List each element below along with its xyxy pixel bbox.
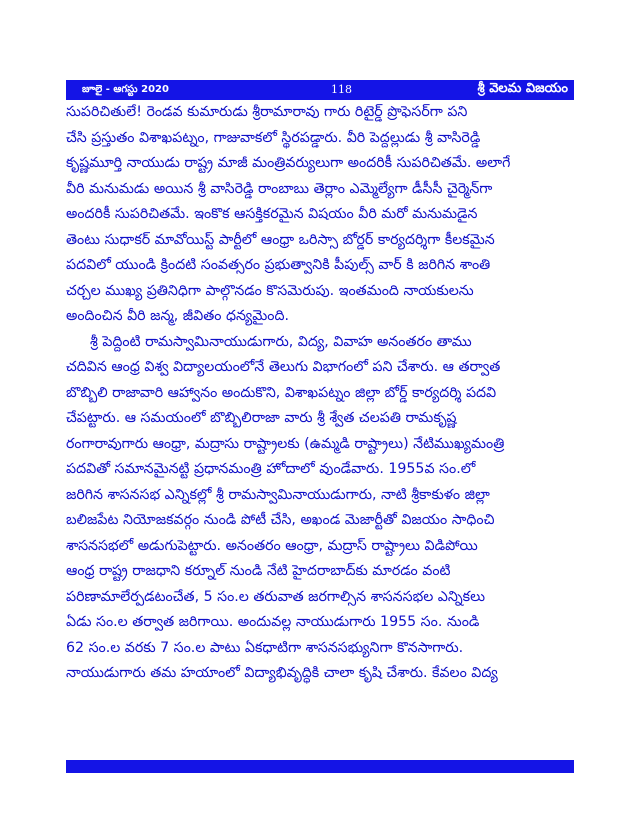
text-line: సుపరిచితులే! రెండవ కుమారుడు శ్రీరామారావు గారు రిటైర్డ్ ప్రొఫెసర్‌గా పని bbox=[66, 104, 468, 120]
text-line: వీరి మనుమడు అయిన శ్రీ వాసిరెడ్డి రాంబాబు తెర్లాం ఎమ్మెల్యేగా డీసీసీ చైర్మెన్‌గా bbox=[66, 180, 493, 197]
article-body bbox=[66, 100, 574, 687]
text-line: నాయుడుగారు తమ హయాంలో విద్యాభివృద్ధికి చాలా కృషి చేశారు. కేవలం విద్య bbox=[66, 665, 498, 681]
page-footer-bar bbox=[66, 760, 574, 773]
paragraph-start-line: శ్రీ పెద్దింటి రామస్వామినాయుడుగారు, విద్య, వివాహ అనంతరం తాము bbox=[90, 333, 472, 350]
text-line: ఏడు సం.ల తర్వాత జరిగాయి. అందువల్ల నాయుడుగారు 1955 సం. నుండి bbox=[66, 614, 480, 630]
text-line: అందించిన వీరి జన్మ, జీవితం ధన్యమైంది. bbox=[66, 308, 290, 324]
text-line: తెంటు సుధాకర్ మావోయిస్ట్ పార్టీలో ఆంధ్రా ఒరిస్సా బోర్డర్ కార్యదర్శిగా కీలకమైన bbox=[66, 231, 495, 248]
magazine-title: శ్రీ వెలమ విజయం bbox=[477, 81, 568, 96]
text-line: చర్చల ముఖ్య ప్రతినిధిగా పాల్గొనడం కొసమెరుపు. ఇంతమంది నాయకులను bbox=[66, 282, 474, 299]
page-number: 118 bbox=[331, 83, 352, 96]
text-line: అందరికీ సుపరిచితమే. ఇంకొక ఆసక్తికరమైన విషయం వీరి మరో మనుమడైన bbox=[66, 206, 478, 222]
text-line: కృష్ణమూర్తి నాయుడు రాష్ట్ర మాజీ మంత్రివర్యులుగా అందరికీ సుపరిచితమే. అలాగే bbox=[66, 155, 511, 171]
text-line: రంగారావుగారు ఆంధ్రా, మద్రాసు రాష్ట్రాలకు (ఉమ్మడి రాష్ట్రాలు) నేటిముఖ్యమంత్రి bbox=[66, 435, 505, 452]
text-line: చేసి ప్రస్తుతం విశాఖపట్నం, గాజువాకలో స్థిరపడ్డారు. వీరి పెద్దల్లుడు శ్రీ వాసిరెడ్డి bbox=[66, 129, 481, 146]
text-line: జరిగిన శాసనసభ ఎన్నికల్లో శ్రీ రామస్వామినాయుడుగారు, నాటి శ్రీకాకుళం జిల్లా bbox=[66, 486, 490, 503]
text-line: శాసనసభలో అడుగుపెట్టారు. అనంతరం ఆంధ్రా, మద్రాస్ రాష్ట్రాలు విడిపోయి bbox=[66, 537, 478, 554]
text-line: 62 సం.ల వరకు 7 సం.ల పాటు ఏకధాటిగా శాసనసభ్యునిగా కొనసాగారు. bbox=[66, 639, 464, 656]
text-line: చేపట్టారు. ఆ సమయంలో బొబ్బిలిరాజా వారు శ్రీ శ్వేత చలపతి రామకృష్ణ bbox=[66, 410, 457, 426]
text-line: పరిణామాలేర్పడటంచేత, 5 సం.ల తరువాత జరగాల్సిన శాసనసభల ఎన్నికలు bbox=[66, 588, 486, 605]
magazine-page bbox=[66, 80, 574, 773]
text-line: పదవిలో యుండి క్రిందటి సంవత్సరం ప్రభుత్వానికి పీపుల్స్ వార్ కి జరిగిన శాంతి bbox=[66, 257, 491, 273]
page-header-bar bbox=[66, 80, 574, 100]
text-line: బలిజపేట నియోజకవర్గం నుండి పోటీ చేసి, అఖండ మెజార్టీతో విజయం సాధించి bbox=[66, 512, 495, 528]
text-line: చదివిన ఆంధ్ర విశ్వ విద్యాలయంలోనే తెలుగు విభాగంలో పని చేశారు. ఆ తర్వాత bbox=[66, 359, 501, 375]
text-line: పదవితో సమానమైనట్టి ప్రధానమంత్రి హోదాలో వుండేవారు. 1955వ సం.లో bbox=[66, 461, 476, 477]
text-line: ఆంధ్ర రాష్ట్ర రాజధాని కర్నూల్ నుండి నేటి హైదరాబాద్‌కు మారడం వంటి bbox=[66, 563, 451, 579]
issue-date: జూలై - ఆగస్టు 2020 bbox=[82, 84, 169, 95]
text-line: బొబ్బిలి రాజావారి ఆహ్వానం అందుకొని, విశాఖపట్నం జిల్లా బోర్డ్ కార్యదర్శి పదవి bbox=[66, 384, 497, 401]
